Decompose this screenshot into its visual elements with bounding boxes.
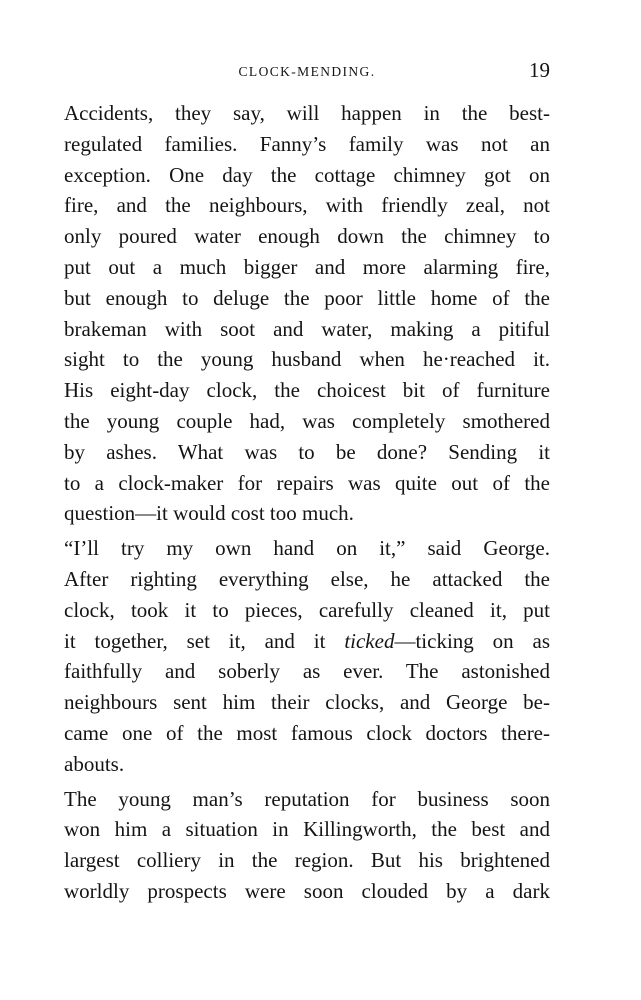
- text-line: The young man’s reputation for business soon: [64, 786, 550, 811]
- text-line: only poured water enough down the chimney to: [64, 224, 550, 249]
- running-title: CLOCK-MENDING.: [238, 64, 376, 79]
- text-line: abouts.: [64, 751, 125, 776]
- text-fragment: it together, set it, and it: [64, 628, 345, 653]
- text-line: His eight-day clock, the choicest bit of furniture: [64, 378, 550, 403]
- text-line: sight to the young husband when he·reached it.: [64, 347, 550, 372]
- text-line: regulated families. Fanny’s family was not an: [64, 131, 550, 156]
- text-line: worldly prospects were soon clouded by a dark: [64, 878, 550, 903]
- text-line: question—it would cost too much.: [64, 501, 354, 526]
- text-line: the young couple had, was completely smothered: [64, 408, 550, 433]
- text-line: fire, and the neighbours, with friendly zeal, not: [64, 193, 550, 218]
- page-number: 19: [529, 58, 550, 82]
- text-line: exception. One day the cottage chimney got on: [64, 162, 550, 187]
- text-line: After righting everything else, he attacked the: [64, 566, 550, 591]
- text-fragment: —ticking on as: [394, 628, 550, 653]
- text-line: but enough to deluge the poor little home of the: [64, 285, 550, 310]
- running-head: [64, 58, 550, 86]
- text-line: clock, took it to pieces, carefully cleaned it, put: [64, 597, 550, 622]
- body-text: [64, 98, 550, 907]
- text-line: faithfully and soberly as ever. The astonished: [64, 659, 550, 684]
- italic-word: ticked: [344, 628, 395, 653]
- text-line: neighbours sent him their clocks, and George be-: [64, 690, 550, 715]
- text-line: brakeman with soot and water, making a pitiful: [64, 316, 550, 341]
- text-line: largest colliery in the region. But his brightened: [64, 848, 550, 873]
- text-line: by ashes. What was to be done? Sending it: [64, 439, 550, 464]
- text-line: won him a situation in Killingworth, the best and: [64, 817, 550, 842]
- text-line: Accidents, they say, will happen in the best-: [64, 101, 550, 125]
- text-line: put out a much bigger and more alarming fire,: [64, 254, 550, 279]
- text-line: came one of the most famous clock doctors there-: [64, 720, 550, 745]
- text-line-with-emphasis: [64, 626, 550, 657]
- text-line: “I’ll try my own hand on it,” said George.: [64, 536, 550, 561]
- text-line: to a clock-maker for repairs was quite out of the: [64, 470, 550, 495]
